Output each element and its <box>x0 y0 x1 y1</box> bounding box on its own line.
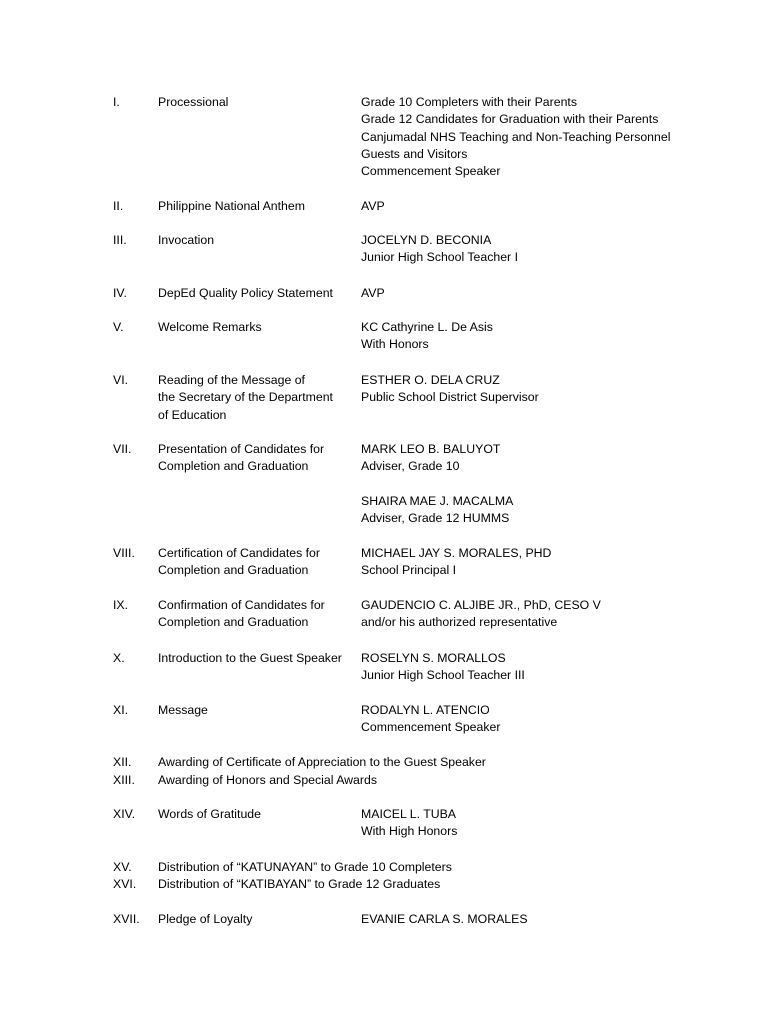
item-detail <box>361 232 761 267</box>
title-line: Words of Gratitude <box>158 807 261 821</box>
item-number: VI. <box>113 373 129 387</box>
title-line: Reading of the Message of <box>158 373 305 387</box>
detail-line: ROSELYN S. MORALLOS <box>361 651 506 665</box>
detail-line: Public School District Supervisor <box>361 390 539 405</box>
title-line: Certification of Candidates for <box>158 546 320 560</box>
title-line: Pledge of Loyalty <box>158 912 253 926</box>
detail-line: Guests and Visitors <box>361 146 468 161</box>
detail-line: Adviser, Grade 10 <box>361 459 460 474</box>
item-number: XIII. <box>113 773 135 787</box>
detail-line: Commencement Speaker <box>361 164 501 179</box>
item-detail <box>361 911 761 928</box>
title-line: Philippine National Anthem <box>158 199 305 213</box>
item-number: XVI. <box>113 877 137 891</box>
detail-line: Canjumadal NHS Teaching and Non-Teaching Personnel <box>361 129 671 144</box>
item-number: VIII. <box>113 546 135 560</box>
item-detail <box>361 650 761 685</box>
title-line: Message <box>158 703 208 717</box>
item-number: XV. <box>113 860 132 874</box>
item-detail <box>361 285 761 302</box>
detail-line: JOCELYN D. BECONIA <box>361 233 492 247</box>
detail-line: GAUDENCIO C. ALJIBE JR., PhD, CESO V <box>361 598 601 612</box>
detail-line: Junior High School Teacher III <box>361 668 525 683</box>
detail-line: School Principal I <box>361 563 457 578</box>
item-detail <box>361 319 761 354</box>
item-title <box>158 545 358 580</box>
item-number: XVII. <box>113 912 140 926</box>
title-line: Welcome Remarks <box>158 320 262 334</box>
detail-line: AVP <box>361 286 385 300</box>
title-line: DepEd Quality Policy Statement <box>158 286 333 300</box>
item-title <box>158 232 358 249</box>
item-title <box>158 754 718 771</box>
detail-spacer <box>361 476 761 493</box>
item-detail <box>361 597 761 632</box>
item-number: IX. <box>113 598 129 612</box>
title-line: of Education <box>158 407 227 422</box>
detail-line: Commencement Speaker <box>361 720 501 735</box>
item-number: XIV. <box>113 807 136 821</box>
detail-line: MARK LEO B. BALUYOT <box>361 442 501 456</box>
item-title <box>158 876 718 893</box>
detail-line: RODALYN L. ATENCIO <box>361 703 490 717</box>
item-number: II. <box>113 199 124 213</box>
item-number: V. <box>113 320 124 334</box>
item-number: VII. <box>113 442 132 456</box>
item-number: I. <box>113 95 120 109</box>
title-line: Completion and Graduation <box>158 615 309 630</box>
title-line: Confirmation of Candidates for <box>158 598 325 612</box>
item-title <box>158 597 358 632</box>
item-title <box>158 285 358 302</box>
title-line: Distribution of “KATUNAYAN” to Grade 10 Completers <box>158 860 452 874</box>
item-title <box>158 94 358 111</box>
title-line: Distribution of “KATIBAYAN” to Grade 12 Graduates <box>158 877 441 891</box>
item-number: IV. <box>113 286 127 300</box>
detail-line: MICHAEL JAY S. MORALES, PHD <box>361 546 552 560</box>
item-title <box>158 772 718 789</box>
detail-line: AVP <box>361 199 385 213</box>
detail-line: KC Cathyrine L. De Asis <box>361 320 493 334</box>
item-number: III. <box>113 233 127 247</box>
detail-line: MAICEL L. TUBA <box>361 807 456 821</box>
item-detail <box>361 702 761 737</box>
detail-line: Grade 10 Completers with their Parents <box>361 95 577 109</box>
title-line: Completion and Graduation <box>158 459 309 474</box>
detail-line: With Honors <box>361 337 429 352</box>
item-number: XII. <box>113 755 132 769</box>
title-line: Introduction to the Guest Speaker <box>158 651 342 665</box>
title-line: Completion and Graduation <box>158 563 309 578</box>
title-line: Awarding of Honors and Special Awards <box>158 773 377 787</box>
title-line: Processional <box>158 95 229 109</box>
item-title <box>158 650 358 667</box>
detail-line: With High Honors <box>361 824 458 839</box>
item-title <box>158 319 358 336</box>
item-title <box>158 911 358 928</box>
item-title <box>158 198 358 215</box>
title-line: Awarding of Certificate of Appreciation to the Guest Speaker <box>158 755 486 769</box>
title-line: Presentation of Candidates for <box>158 442 325 456</box>
detail-line: Grade 12 Candidates for Graduation with their Parents <box>361 112 659 127</box>
item-detail <box>361 441 761 527</box>
detail-line: ESTHER O. DELA CRUZ <box>361 373 500 387</box>
item-detail <box>361 198 761 215</box>
item-detail <box>361 545 761 580</box>
item-number: XI. <box>113 703 129 717</box>
detail-line: EVANIE CARLA S. MORALES <box>361 912 528 926</box>
detail-line: Junior High School Teacher I <box>361 250 518 265</box>
item-title <box>158 372 358 424</box>
item-detail <box>361 372 761 407</box>
item-number: X. <box>113 651 125 665</box>
title-line: the Secretary of the Department <box>158 390 333 405</box>
item-title <box>158 702 358 719</box>
detail-line: and/or his authorized representative <box>361 615 558 630</box>
item-title <box>158 859 718 876</box>
detail-line: SHAIRA MAE J. MACALMA <box>361 493 514 508</box>
item-title <box>158 441 358 476</box>
title-line: Invocation <box>158 233 215 247</box>
item-detail <box>361 94 761 180</box>
detail-line: Adviser, Grade 12 HUMMS <box>361 511 510 526</box>
item-detail <box>361 806 761 841</box>
item-title <box>158 806 358 823</box>
